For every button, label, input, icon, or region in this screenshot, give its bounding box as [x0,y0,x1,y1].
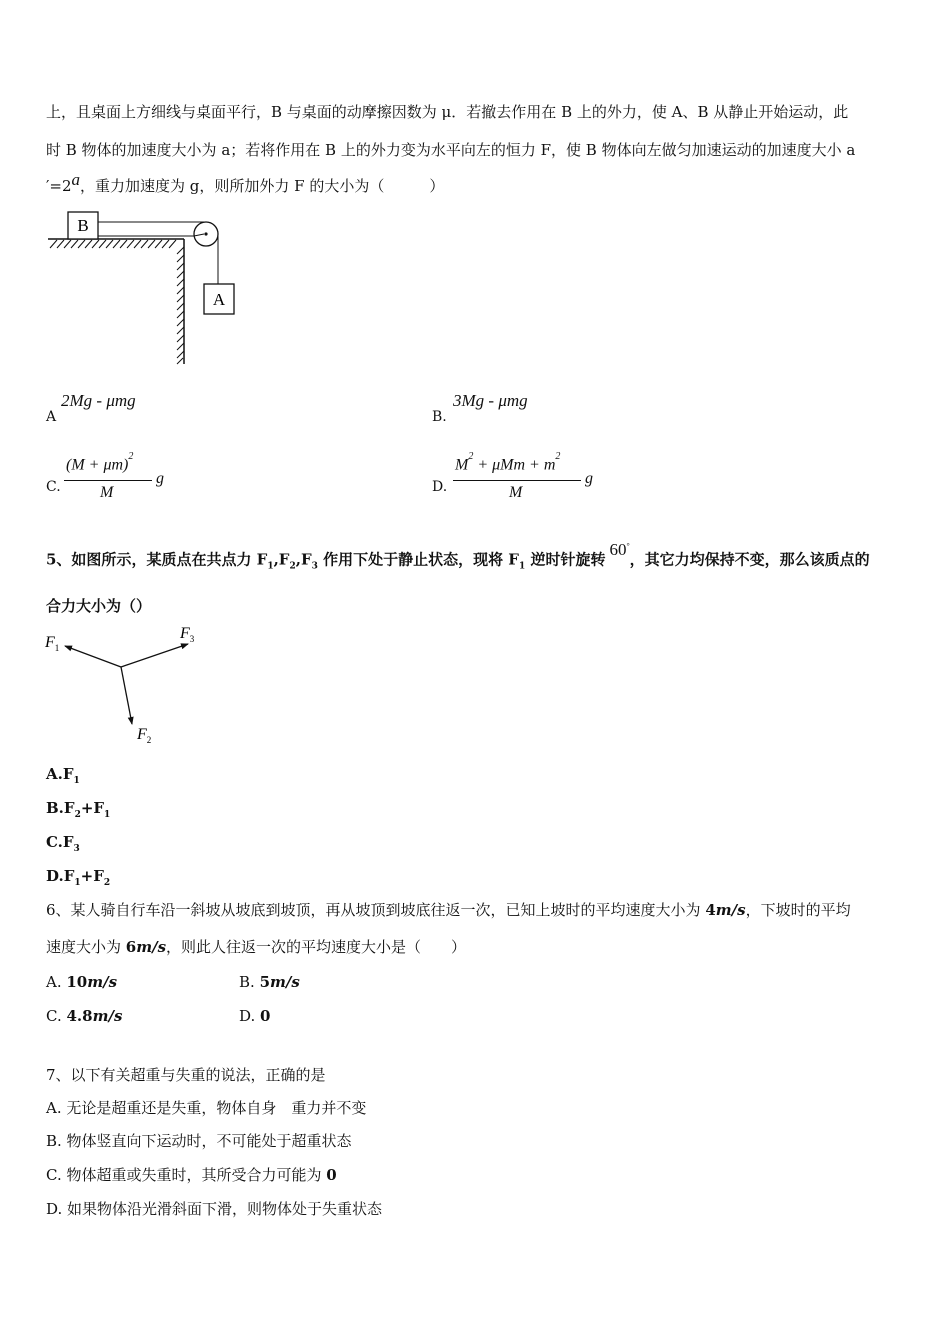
q6-option-d: D. 0 [239,1007,271,1025]
q4-option-d-num-1: M [455,456,469,474]
q5-option-c: $C.F_3$ [46,833,80,854]
q5-option-a: $A.F_1$ [46,765,80,786]
q5-stem-text-d: 作用下处于静止状态，现将 F [317,550,519,569]
q4-text-line-1: 上，且桌面上方细线与桌面平行，B 与桌面的动摩擦因数为 μ．若撤去作用在 B 上的外力，使 A、B 从静止开始运动，此 [46,103,849,121]
q5-stem-line-2: 合力大小为（） [46,597,152,615]
q5-angle-degree: ° [626,541,630,550]
q4-option-c-g: g [156,470,164,487]
q7-option-b: B. 物体竖直向下运动时，不可能处于超重状态 [46,1132,352,1150]
q4-option-d-sup-2: 2 [555,451,561,462]
force-f2-label: $F_2$ [137,726,152,745]
q4-option-c-denominator: M [100,484,114,501]
q4-pulley-figure [44,206,244,371]
q5-stem-text-c: ,F [295,550,312,569]
q4-text-line-2: 时 B 物体的加速度大小为 a；若将作用在 B 上的外力变为水平向左的恒力 F，使 B 物体向左做匀加速运动的加速度大小 a [46,141,856,159]
q4-option-d-label: D. [432,479,448,495]
q5-stem-text-f: ，其它力均保持不变，那么该质点的 [629,550,870,569]
q5-angle [609,540,629,559]
q5-sub-3: 3 [311,561,318,572]
block-b-label: B [77,216,89,235]
q4-line3-prefix: ′=2 [46,177,72,195]
q5-stem-text-b: ,F [273,550,290,569]
q4-option-c-sup: 2 [128,451,134,462]
q5-sub-2: 2 [289,561,296,572]
q4-option-c-numerator: (M + μm) [66,456,129,474]
force-f2-arrow [121,667,132,724]
force-f3-label: $F_3$ [180,625,195,644]
q5-sub-4: 1 [518,561,526,572]
block-a-label: A [212,290,226,309]
q4-option-d-fraction [453,450,613,506]
q5-stem-text-a: 5、如图所示，某质点在共点力 F [46,550,268,569]
q4-line3-a: a [71,170,81,189]
q4-option-a-expr: 2Mg - μmg [61,391,136,410]
q5-sub-1: 1 [267,561,274,572]
q4-option-d-sup-1: 2 [468,451,474,462]
q4-option-d-g: g [585,470,593,487]
q6-option-c: C. 4.8m/s [46,1007,123,1025]
q7-option-a: A. 无论是超重还是失重，物体自身 重力并不变 [46,1099,367,1117]
q4-option-b-label: B. [432,409,447,425]
q6-option-b: B. 5m/s [239,973,300,991]
q6-stem-line-1: 6、某人骑自行车沿一斜坡从坡底到坡顶，再从坡顶到坡底往返一次，已知上坡时的平均速度大小为 4m/s，下坡时的平均 [46,901,851,919]
q4-option-b-expr: 3Mg - μmg [453,391,528,410]
q5-angle-value: 60 [609,539,627,559]
force-f3-arrow [121,644,188,667]
q5-option-d: $D.F_1+F_2$ [46,867,111,888]
q5-force-diagram [40,620,220,750]
q6-stem-line-2: 速度大小为 6m/s，则此人往返一次的平均速度大小是（ ） [46,938,467,956]
q7-option-d: D. 如果物体沿光滑斜面下滑，则物体处于失重状态 [46,1200,383,1218]
q4-option-d-denominator: M [509,484,523,501]
q5-stem-line-1 [46,539,870,577]
q4-option-d-num-2: + μMm + m [473,456,556,474]
q4-line3-suffix: ，重力加速度为 g，则所加外力 F 的大小为（ ） [80,177,445,195]
q5-stem-text-e: 逆时针旋转 [525,550,606,569]
force-f1-arrow [65,646,121,667]
q6-option-a: A. 10m/s [46,973,118,991]
q7-stem: 7、以下有关超重与失重的说法，正确的是 [46,1066,326,1084]
q4-option-a-label: A [46,409,57,425]
q5-option-b: $B.F_2+F_1$ [46,799,111,820]
q4-option-c-fraction [64,450,174,506]
q4-option-c-label: C. [46,479,61,495]
force-f1-label: $F_1$ [45,634,60,653]
q4-text-line-3 [46,170,445,196]
q7-option-c: C. 物体超重或失重时，其所受合力可能为 0 [46,1166,337,1184]
